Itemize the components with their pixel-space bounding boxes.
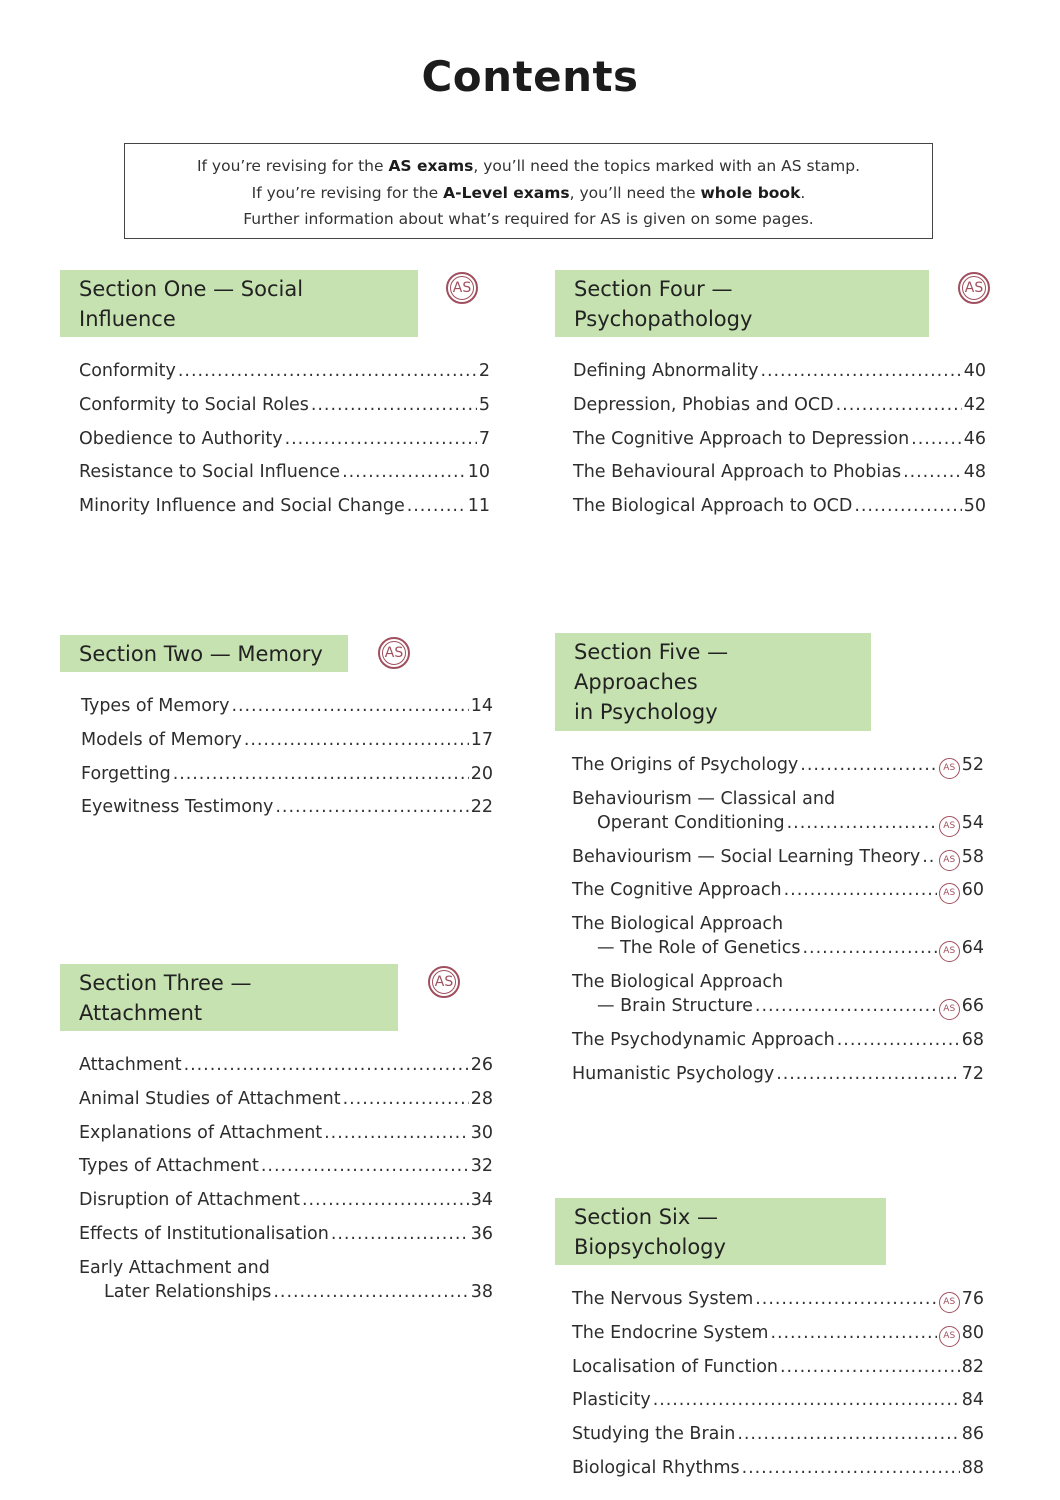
- as-stamp-icon: AS: [939, 883, 960, 904]
- toc-entry[interactable]: The Biological Approach to OCD . . . 50: [573, 494, 986, 518]
- toc-entry[interactable]: Localisation of Function . . . 82: [572, 1355, 984, 1379]
- toc-entry[interactable]: Depression, Phobias and OCD . . . 42: [573, 393, 986, 417]
- section-five: [555, 633, 995, 1095]
- as-notice-box: [124, 143, 933, 239]
- section-four: [555, 270, 995, 528]
- as-stamp-icon: AS: [939, 850, 960, 871]
- toc-entry[interactable]: Obedience to Authority . . . 7: [79, 427, 490, 451]
- section-header[interactable]: Section Six — Biopsychology: [555, 1198, 886, 1265]
- toc-entry[interactable]: Types of Attachment . . . 32: [79, 1154, 493, 1178]
- notice-line-1: If you’re revising for the AS exams, you’ll need the topics marked with an AS stamp.: [196, 157, 861, 175]
- toc-entry[interactable]: Eyewitness Testimony . . . 22: [81, 795, 493, 819]
- toc-entry[interactable]: The Behavioural Approach to Phobias . . . 48: [573, 460, 986, 484]
- section-three: [60, 964, 494, 1314]
- toc-entry[interactable]: Biological Rhythms . . . 88: [572, 1456, 984, 1480]
- toc-entry[interactable]: Attachment . . . 26: [79, 1053, 493, 1077]
- as-stamp-icon: AS: [939, 999, 960, 1020]
- section-header[interactable]: Section Three — Attachment: [60, 964, 398, 1031]
- toc-entry[interactable]: Defining Abnormality . . . 40: [573, 359, 986, 383]
- as-stamp-icon: AS: [939, 758, 960, 779]
- section-header[interactable]: Section One — Social Influence: [60, 270, 418, 337]
- toc-entry[interactable]: Explanations of Attachment . . . 30: [79, 1121, 493, 1145]
- toc-entry[interactable]: The Biological Approach — Brain Structure . . . AS 66: [572, 970, 984, 1018]
- as-stamp-icon: AS: [939, 816, 960, 837]
- as-stamp-icon: AS: [939, 941, 960, 962]
- toc-entry[interactable]: Behaviourism — Social Learning Theory . . . AS 58: [572, 845, 984, 869]
- as-stamp-icon: AS: [446, 272, 478, 304]
- toc-entry[interactable]: The Cognitive Approach . . . AS 60: [572, 878, 984, 902]
- toc-entry[interactable]: Resistance to Social Influence . . . 10: [79, 460, 490, 484]
- toc-entry[interactable]: Types of Memory . . . 14: [81, 694, 493, 718]
- toc-entry[interactable]: Conformity to Social Roles . . . 5: [79, 393, 490, 417]
- toc-entry[interactable]: Humanistic Psychology . . . 72: [572, 1062, 984, 1086]
- toc-entry[interactable]: Conformity . . . 2: [79, 359, 490, 383]
- section-header[interactable]: Section Four — Psychopathology: [555, 270, 929, 337]
- as-stamp-icon: AS: [428, 966, 460, 998]
- as-stamp-icon: AS: [939, 1326, 960, 1347]
- section-header[interactable]: Section Two — Memory: [60, 635, 348, 672]
- section-two: [60, 635, 494, 829]
- as-stamp-icon: AS: [939, 1292, 960, 1313]
- page-title: Contents: [421, 52, 639, 101]
- toc-entry[interactable]: The Cognitive Approach to Depression . . . 46: [573, 427, 986, 451]
- section-header[interactable]: Section Five — Approaches in Psychology: [555, 633, 871, 731]
- as-stamp-icon: AS: [378, 637, 410, 669]
- notice-line-2: If you’re revising for the A-Level exams, you’ll need the whole book.: [251, 183, 806, 202]
- toc-entry[interactable]: The Psychodynamic Approach . . . 68: [572, 1028, 984, 1052]
- toc-entry[interactable]: The Nervous System . . . AS 76: [572, 1287, 984, 1311]
- toc-entry[interactable]: Forgetting . . . 20: [81, 762, 493, 786]
- toc-entry[interactable]: The Biological Approach — The Role of Genetics . . . AS 64: [572, 912, 984, 960]
- toc-entry[interactable]: Early Attachment and Later Relationships . . . 38: [79, 1256, 493, 1304]
- toc-entry[interactable]: Models of Memory . . . 17: [81, 728, 493, 752]
- toc-entry[interactable]: Behaviourism — Classical and Operant Conditioning . . . AS 54: [572, 787, 984, 835]
- section-six: [555, 1198, 995, 1490]
- section-one: [60, 270, 492, 528]
- toc-entry[interactable]: Animal Studies of Attachment . . . 28: [79, 1087, 493, 1111]
- notice-line-3: Further information about what’s required for AS is given on some pages.: [243, 210, 814, 228]
- toc-entry[interactable]: Disruption of Attachment . . . 34: [79, 1188, 493, 1212]
- toc-entry[interactable]: Minority Influence and Social Change . . . 11: [79, 494, 490, 518]
- as-stamp-icon: AS: [958, 272, 990, 304]
- toc-entry[interactable]: Plasticity . . . 84: [572, 1388, 984, 1412]
- toc-entry[interactable]: Effects of Institutionalisation . . . 36: [79, 1222, 493, 1246]
- toc-entry[interactable]: The Origins of Psychology . . . AS 52: [572, 753, 984, 777]
- toc-entry[interactable]: Studying the Brain . . . 86: [572, 1422, 984, 1446]
- toc-entry[interactable]: The Endocrine System . . . AS 80: [572, 1321, 984, 1345]
